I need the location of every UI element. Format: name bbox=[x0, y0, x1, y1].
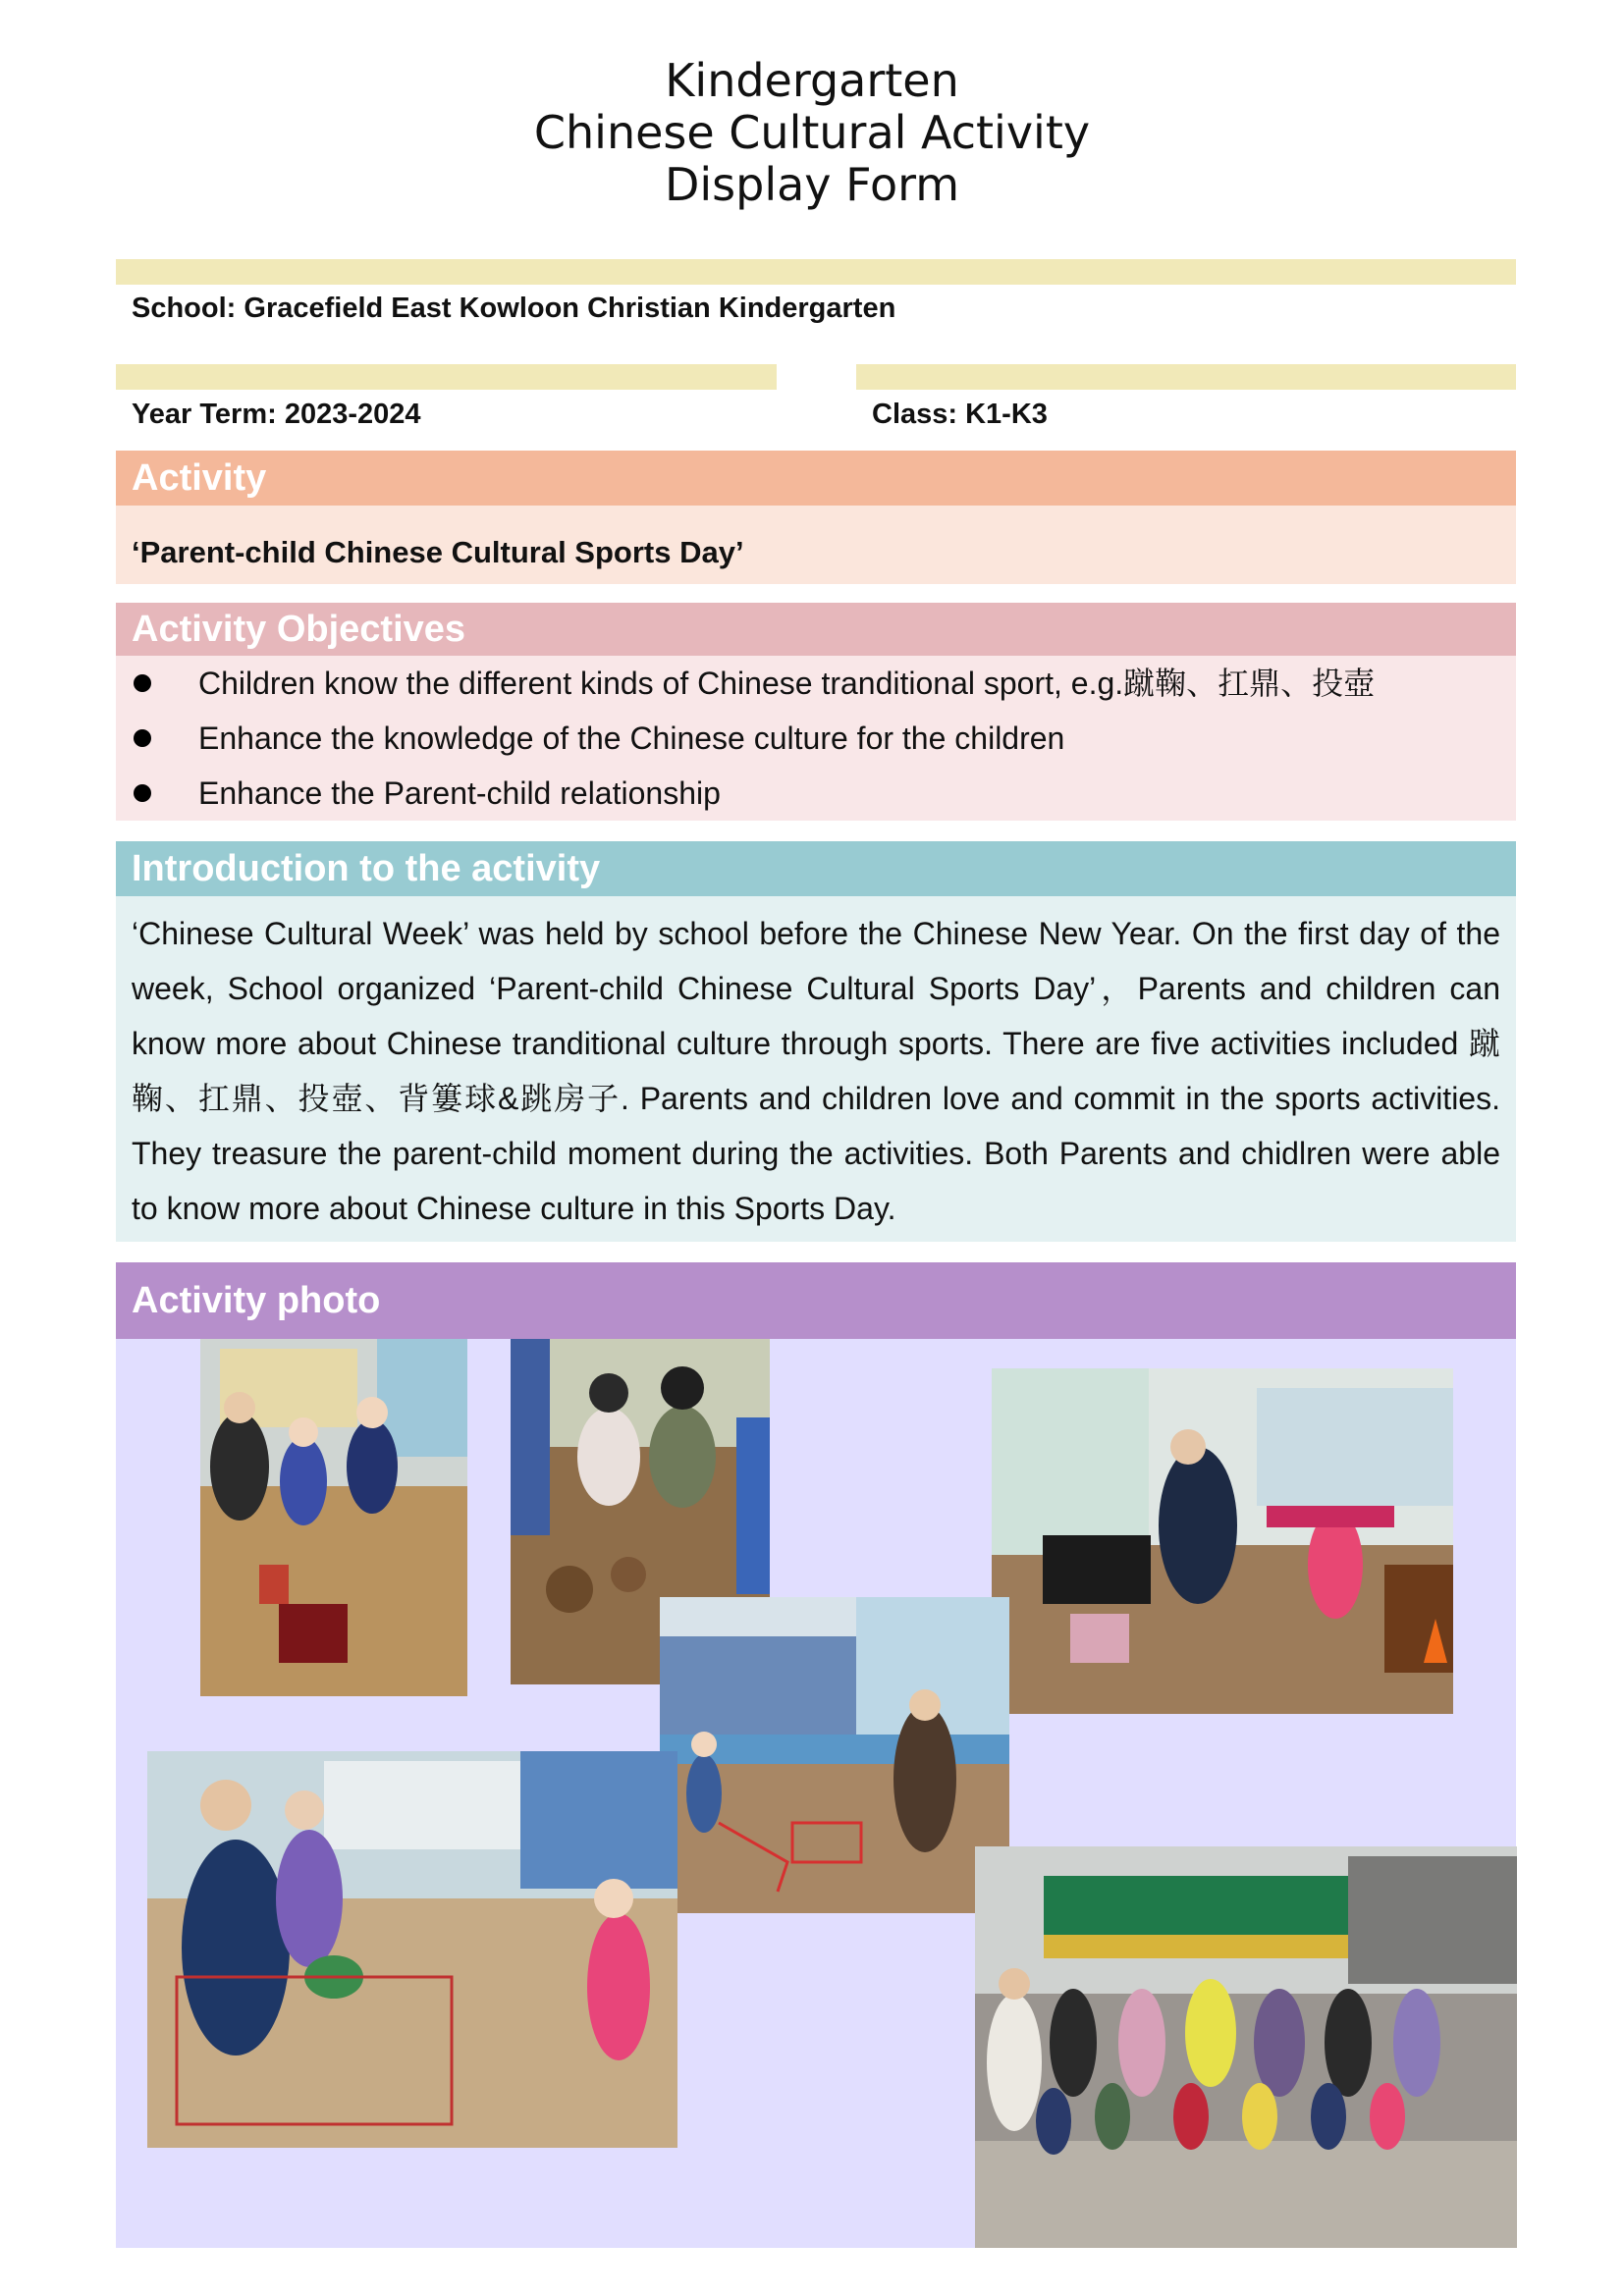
objective-item: Enhance the Parent-child relationship bbox=[116, 766, 1516, 821]
class-field: Class: K1-K3 bbox=[872, 399, 1048, 430]
bullet-icon bbox=[134, 674, 151, 692]
activity-photo-4 bbox=[660, 1597, 1009, 1913]
title-line-2: Chinese Cultural Activity bbox=[533, 106, 1091, 159]
class-band bbox=[856, 364, 1516, 390]
activity-body bbox=[116, 506, 1516, 584]
objective-item: Enhance the knowledge of the Chinese culture for the children bbox=[116, 711, 1516, 766]
activity-photo-3 bbox=[992, 1368, 1453, 1714]
photo-heading: Activity photo bbox=[116, 1262, 1516, 1339]
activity-photo-6 bbox=[975, 1846, 1517, 2248]
objectives-list bbox=[116, 656, 1516, 821]
year-term-field: Year Term: 2023-2024 bbox=[132, 399, 421, 430]
year-band bbox=[116, 364, 777, 390]
school-band bbox=[116, 259, 1516, 285]
title-line-3: Display Form bbox=[664, 158, 960, 211]
bullet-icon bbox=[134, 784, 151, 802]
form-title bbox=[0, 55, 1624, 211]
title-line-1: Kindergarten bbox=[665, 54, 959, 107]
activity-photo-5 bbox=[147, 1751, 677, 2148]
activity-name: ‘Parent-child Chinese Cultural Sports Day’ bbox=[132, 535, 744, 569]
objectives-heading: Activity Objectives bbox=[116, 603, 1516, 656]
school-field: School: Gracefield East Kowloon Christian Kindergarten bbox=[132, 293, 896, 324]
intro-text: ‘Chinese Cultural Week’ was held by school before the Chinese New Year. On the first day of the week, School organized ‘Parent-child Chinese Cultural Sports Day’，Parents and children can know more about Chinese tranditional culture through sports. There are five activities included 蹴鞠、扛鼎、投壺、背簍球&跳房子. Parents and children love and commit in the sports activities. They treasure the parent-child moment during the activities. Both Parents and chidlren were able to know more about Chinese culture in this Sports Day. bbox=[132, 916, 1500, 1226]
intro-heading: Introduction to the activity bbox=[116, 841, 1516, 896]
objective-item: Children know the different kinds of Chinese tranditional sport, e.g.蹴鞠、扛鼎、投壺 bbox=[116, 656, 1516, 711]
bullet-icon bbox=[134, 729, 151, 747]
intro-body bbox=[116, 896, 1516, 1242]
objectives-body bbox=[116, 656, 1516, 821]
activity-photo-1 bbox=[200, 1339, 467, 1696]
activity-heading: Activity bbox=[116, 451, 1516, 506]
